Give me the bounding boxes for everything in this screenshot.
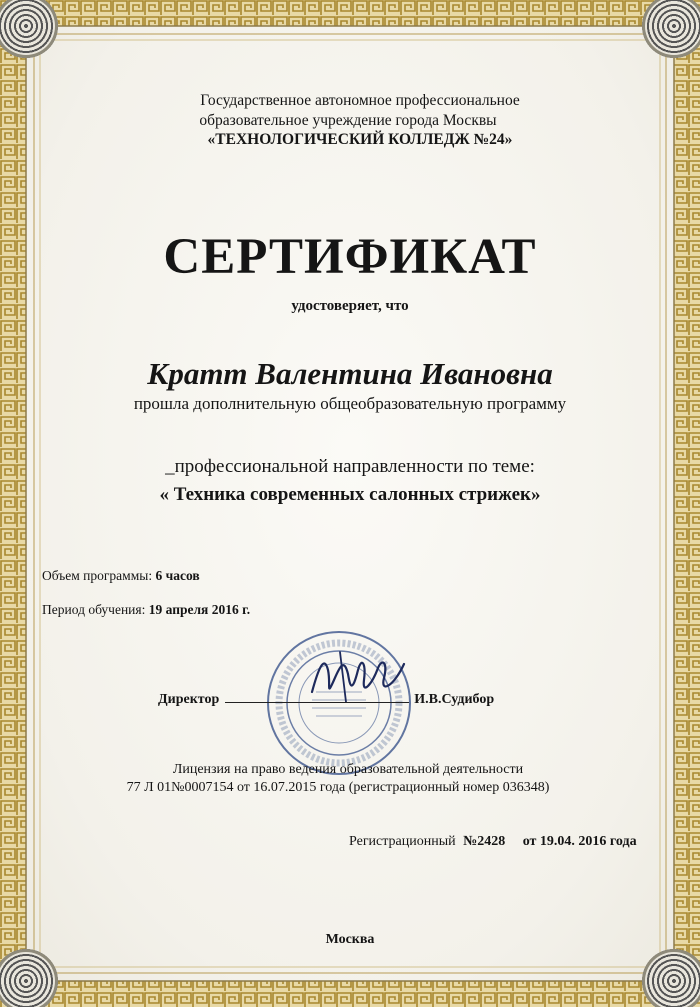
corner-ornament-bottom-right <box>642 949 700 1007</box>
license-line-2: 77 Л 01№0007154 от 16.07.2015 года (регистрационный номер 036348) <box>126 780 550 795</box>
recipient-name: Кратт Валентина Ивановна <box>147 356 553 391</box>
institution-line-2: образовательное учреждение города Москвы <box>199 112 497 129</box>
institution-line-1: Государственное автономное профессиональное <box>200 92 520 109</box>
registration-row <box>349 834 637 850</box>
study-period-value: 19 апреля 2016 г. <box>148 602 251 617</box>
program-orientation: _профессиональной направленности по теме: <box>165 456 535 477</box>
study-period-label: Период обучения: <box>42 602 146 617</box>
director-role: Директор <box>158 692 220 707</box>
program-completed-text: прошла дополнительную общеобразовательную программу <box>133 394 567 413</box>
program-topic: « Техника современных салонных стрижек» <box>159 484 541 505</box>
institution-name: «ТЕХНОЛОГИЧЕСКИЙ КОЛЛЕДЖ №24» <box>207 131 513 148</box>
program-volume-label: Объем программы: <box>42 568 153 583</box>
registration-label: Регистрационный <box>349 834 456 849</box>
director-name: И.В.Судибор <box>414 692 495 707</box>
certifies-text: удостоверяет, что <box>291 298 409 314</box>
issue-city: Москва <box>325 932 375 947</box>
registration-number: №2428 <box>463 834 506 849</box>
study-period <box>42 602 250 618</box>
license-line-1: Лицензия на право ведения образовательной деятельности <box>172 762 524 777</box>
program-volume <box>42 568 200 584</box>
program-volume-value: 6 часов <box>155 568 200 583</box>
director-signature-line <box>158 690 494 708</box>
registration-date: от 19.04. 2016 года <box>522 834 637 849</box>
signature-underline <box>225 690 409 703</box>
certificate-title: СЕРТИФИКАТ <box>163 229 537 285</box>
